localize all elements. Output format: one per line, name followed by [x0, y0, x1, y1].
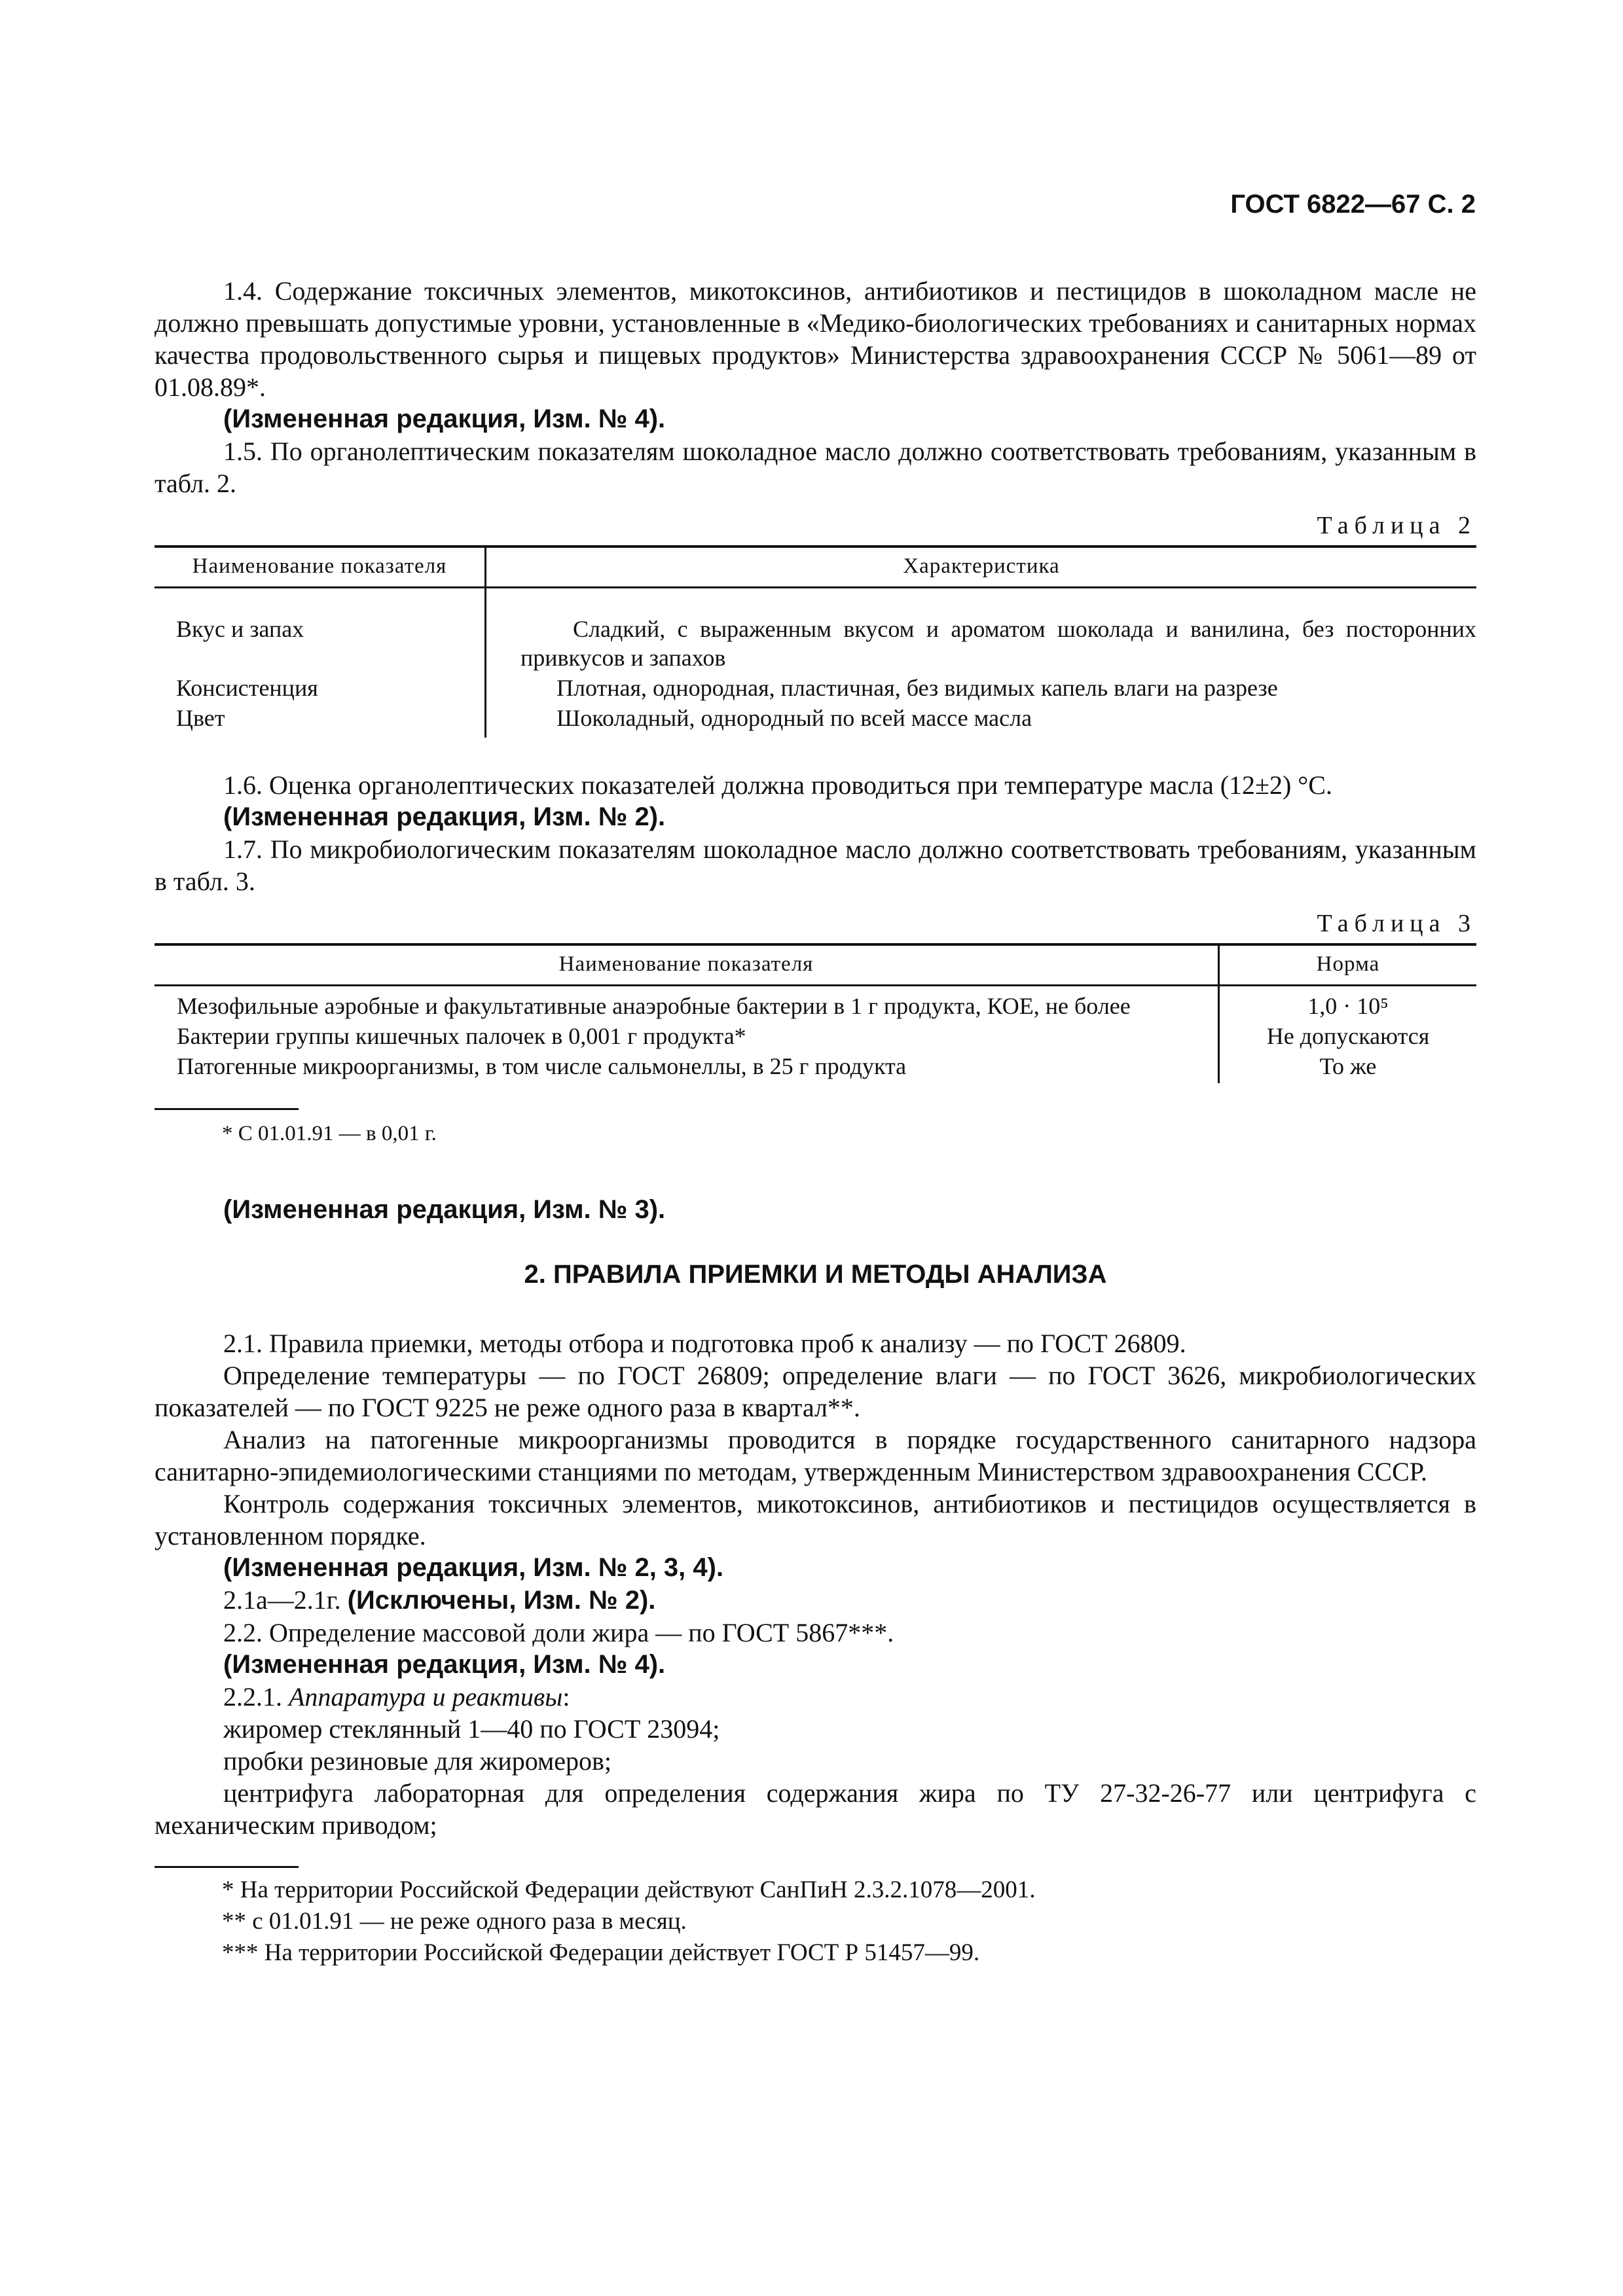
footnote: * На территории Российской Федерации действуют СанПиН 2.3.2.1078—2001. — [222, 1876, 1036, 1903]
table-row-name: Вкус и запах — [155, 588, 486, 673]
table-row-value: Плотная, однородная, пластичная, без видимых капель влаги на разрезе — [556, 675, 1278, 701]
amendment-note: (Измененная редакция, Изм. № 2). — [223, 802, 666, 831]
table-row-name: Мезофильные аэробные и факультативные анаэробные бактерии в 1 г продукта, КОЕ, не более — [155, 986, 1219, 1022]
amendment-note: (Измененная редакция, Изм. № 4). — [223, 404, 666, 433]
paragraph-2-1-control: Контроль содержания токсичных элементов, микотоксинов, антибиотиков и пестицидов осуществляется в установленном порядке. — [155, 1489, 1476, 1551]
apparatus-heading: Аппаратура и реактивы — [289, 1682, 563, 1712]
table-3-footnote: * С 01.01.91 — в 0,01 г. — [222, 1122, 437, 1145]
paragraph-2-1-temperature: Определение температуры — по ГОСТ 26809; определение влаги — по ГОСТ 3626, микробиологических показателей — по ГОСТ 9225 не реже одного раза в квартал**. — [155, 1361, 1476, 1422]
footnote: ** с 01.01.91 — не реже одного раза в месяц. — [222, 1908, 687, 1935]
amendment-note: (Измененная редакция, Изм. № 2, 3, 4). — [223, 1553, 724, 1582]
table-3-caption: Таблица 3 — [1317, 910, 1476, 937]
paragraph-prefix: 2.2.1. — [223, 1682, 289, 1712]
table-row-value: То же — [1319, 1053, 1377, 1079]
page-content — [155, 275, 1476, 1969]
table-row-name: Патогенные микроорганизмы, в том числе сальмонеллы, в 25 г продукта — [155, 1051, 1219, 1083]
list-item: центрифуга лабораторная для определения содержания жира по ТУ 27-32-26-77 или центрифуга с механическим приводом; — [155, 1778, 1476, 1840]
table-3-header-norm: Норма — [1219, 944, 1477, 986]
table-2-header-characteristic: Характеристика — [486, 547, 1477, 588]
table-2-caption: Таблица 2 — [1317, 512, 1476, 539]
list-item: пробки резиновые для жиромеров; — [223, 1746, 612, 1776]
table-3 — [155, 943, 1476, 1083]
table-3-header-name: Наименование показателя — [155, 944, 1219, 986]
table-row-name: Бактерии группы кишечных палочек в 0,001 г продукта* — [155, 1021, 1219, 1051]
paragraph-2-1: 2.1. Правила приемки, методы отбора и подготовка проб к анализу — по ГОСТ 26809. — [223, 1329, 1186, 1358]
table-row-value: Не допускаются — [1266, 1023, 1430, 1049]
paragraph-2-1-pathogens: Анализ на патогенные микроорганизмы проводится в порядке государственного санитарного надзора санитарно-эпидемиологическими станциями по методам, утвержденным Министерством здравоохранения СССР. — [155, 1425, 1476, 1486]
paragraph-2-2: 2.2. Определение массовой доли жира — по ГОСТ 5867***. — [223, 1618, 894, 1647]
paragraph-1-4: 1.4. Содержание токсичных элементов, микотоксинов, антибиотиков и пестицидов в шоколадном масле не должно превышать допустимые уровни, установленные в «Медико-биологических требованиях и санитарных нормах качества продовольственного сырья и пищевых продуктов» Министерства здравоохранения СССР № 5061—89 от 01.08.89*. — [155, 276, 1476, 402]
table-2 — [155, 545, 1476, 738]
paragraph-suffix: : — [562, 1682, 570, 1712]
paragraph-1-5: 1.5. По органолептическим показателям шоколадное масло должно соответствовать требованиям, указанным в табл. 2. — [155, 437, 1476, 498]
list-item: жиромер стеклянный 1—40 по ГОСТ 23094; — [223, 1714, 720, 1744]
table-row-name: Цвет — [155, 703, 486, 738]
footnote: *** На территории Российской Федерации действует ГОСТ Р 51457—99. — [222, 1939, 980, 1966]
paragraph-2-1a-2-1g — [155, 1584, 1476, 1617]
table-row-value: Сладкий, с выраженным вкусом и ароматом шоколада и ванилина, без посторонних привкусов и запахов — [520, 616, 1476, 671]
paragraph-1-6: 1.6. Оценка органолептических показателей должна проводиться при температуре масла (12±2) °С. — [223, 770, 1332, 800]
table-row-name: Консистенция — [155, 673, 486, 703]
amendment-note: (Измененная редакция, Изм. № 3). — [223, 1195, 666, 1224]
footnote-divider — [155, 1108, 299, 1110]
table-2-header-name: Наименование показателя — [155, 547, 486, 588]
amendment-note: (Измененная редакция, Изм. № 4). — [223, 1650, 666, 1679]
section-2-title: 2. ПРАВИЛА ПРИЕМКИ И МЕТОДЫ АНАЛИЗА — [524, 1260, 1107, 1289]
paragraph-2-2-1 — [155, 1681, 1476, 1713]
page-header: ГОСТ 6822—67 С. 2 — [1230, 190, 1476, 219]
table-row-value: 1,0 · 10⁵ — [1307, 993, 1389, 1019]
paragraph-prefix: 2.1а—2.1г. — [223, 1585, 348, 1615]
table-row-value: Шоколадный, однородный по всей массе масла — [556, 705, 1032, 731]
excluded-note: (Исключены, Изм. № 2). — [347, 1586, 656, 1615]
paragraph-1-7: 1.7. По микробиологическим показателям шоколадное масло должно соответствовать требованиям, указанным в табл. 3. — [155, 834, 1476, 896]
